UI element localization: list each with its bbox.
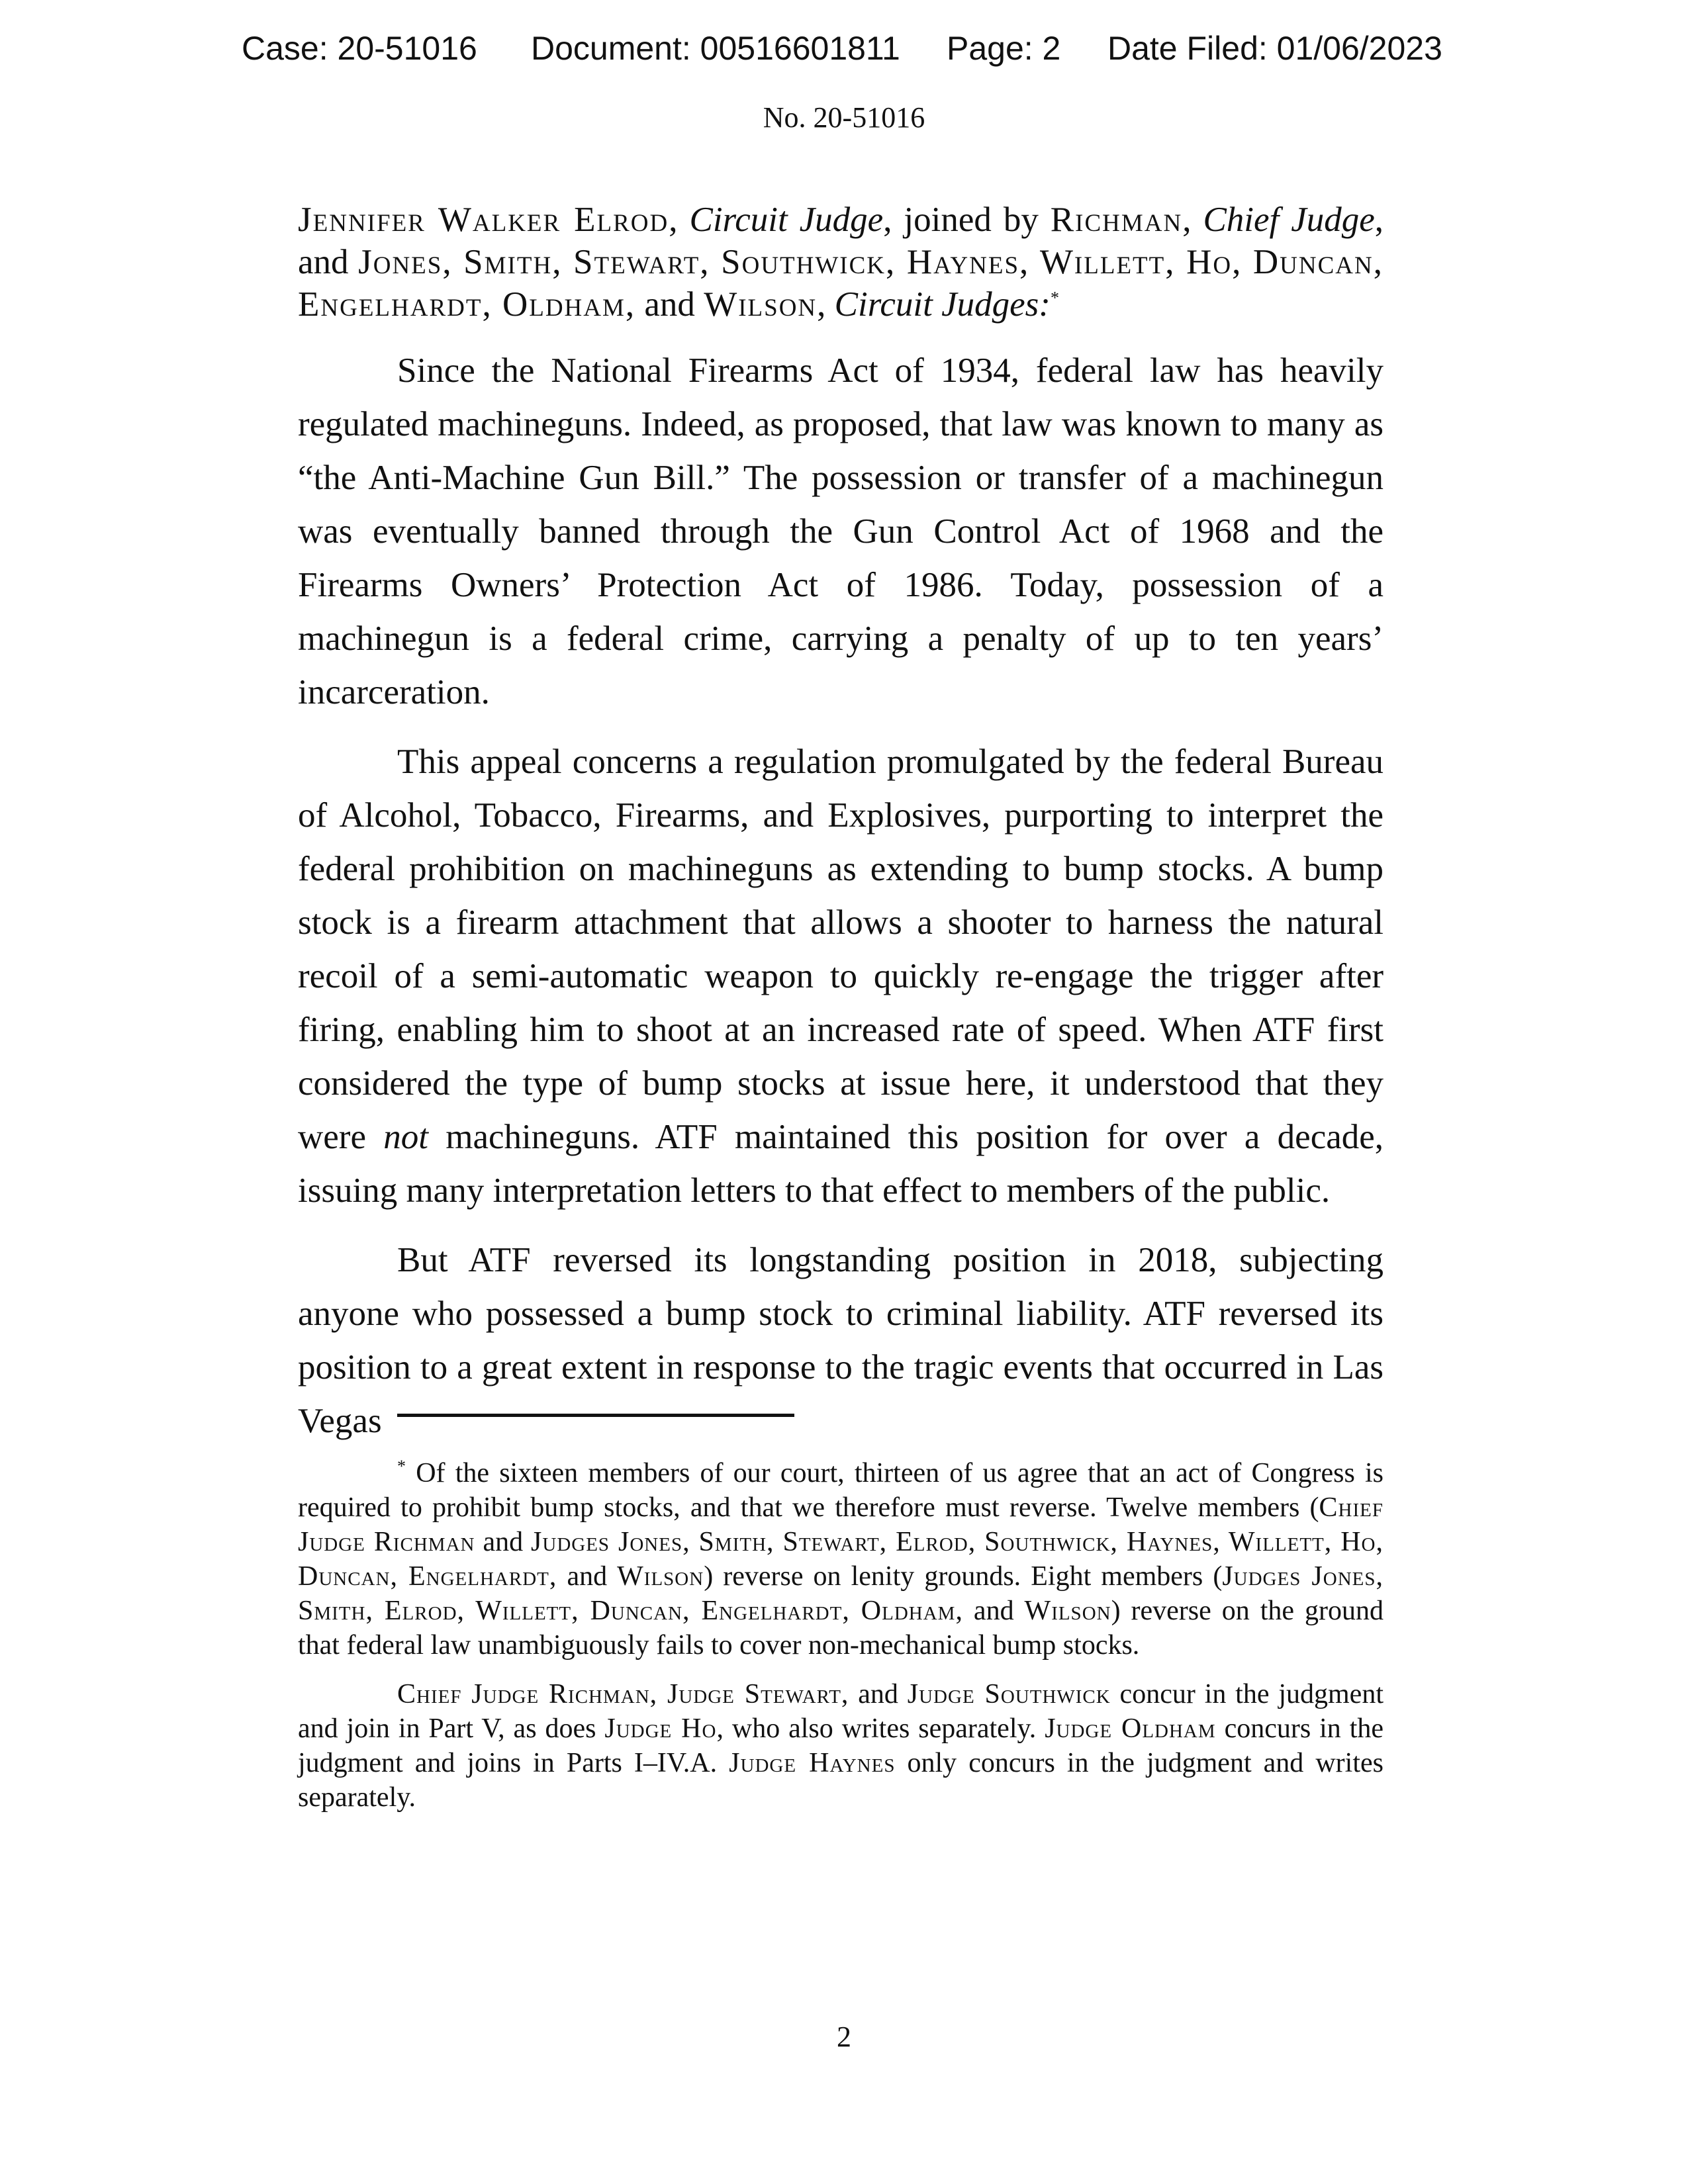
last-judge: Wilson xyxy=(704,285,818,324)
footnote-marker: * xyxy=(397,1457,406,1476)
footnotes xyxy=(298,1456,1383,1815)
footnote-divider xyxy=(397,1414,794,1417)
emphasis: not xyxy=(383,1118,428,1156)
footnote: Chief Judge Richman, Judge Stewart, and Judge Southwick concur in the judgment and join in Part V, as does Judge Ho, who also writes separately. Judge Oldham concurs in the judgment and joins in Parts I–IV.A. Judge Haynes only concurs in the judgment and writes separately. xyxy=(298,1679,1384,1813)
page-number: 2 xyxy=(837,2021,851,2053)
opinion-caption: Jennifer Walker Elrod, Circuit Judge, joined by Richman, Chief Judge, and Jones, Smith, Stewart, Southwick, Haynes, Willett, Ho, Duncan, Engelhardt, Oldham, and Wilson, Circuit Judges:* xyxy=(298,201,1384,324)
footnote: * Of the sixteen members of our court, thirteen of us agree that an act of Congress is required to prohibit bump stocks, and that we therefore must reverse. Twelve members (Chief Judge Richman and Judges Jones, Smith, Stewart, Elrod, Southwick, Haynes, Willett, Ho, Duncan, Engelhardt, and Wilson) reverse on lenity grounds. Eight members (Judges Jones, Smith, Elrod, Willett, Duncan, Engelhardt, Oldham, and Wilson) reverse on the ground that federal law unambiguously fails to cover non-mechanical bump stocks. xyxy=(298,1457,1383,1661)
caption-text: , and xyxy=(298,201,1384,281)
judges-title: Circuit Judges xyxy=(834,285,1039,324)
chief-judge-title: Chief Judge xyxy=(1203,201,1375,239)
author-title: Circuit Judge xyxy=(689,201,884,239)
paragraph: This appeal concerns a regulation promulgated by the federal Bureau of Alcohol, Tobacco, Firearms, and Explosives, purporting to interpret the federal prohibition on machineguns as extending to bump stocks. A bump stock is a firearm attachment that allows a shooter to harness the natural recoil of a semi-automatic weapon to quickly re-engage the trigger after firing, enabling him to shoot at an increased rate of speed. When ATF first considered the type of bump stocks at issue here, it understood that they were not machineguns. ATF maintained this position for over a decade, issuing many interpretation letters to that effect to members of the public. xyxy=(298,743,1384,1210)
document-number: Document: 00516601811 xyxy=(531,30,900,67)
docket-number: No. 20-51016 xyxy=(763,101,925,134)
paragraph: Since the National Firearms Act of 1934, federal law has heavily regulated machineguns. Indeed, as proposed, that law was known to many as “the Anti-Machine Gun Bill.” The possession or transfer of a machinegun was eventually banned through the Gun Control Act of 1968 and the Firearms Owners’ Protection Act of 1986. Today, possession of a machinegun is a federal crime, carrying a penalty of up to ten years’ incarceration. xyxy=(298,351,1383,711)
filing-header xyxy=(242,25,1446,71)
caption-text: , joined by xyxy=(883,201,1051,239)
case-number: Case: 20-51016 xyxy=(242,30,477,67)
joining-judges: Jones, Smith, Stewart, Southwick, Haynes, Willett, Ho, Duncan, Engelhardt, Oldham, xyxy=(298,243,1383,324)
opinion-body xyxy=(298,199,1383,1448)
date-filed: Date Filed: 01/06/2023 xyxy=(1107,30,1442,67)
page-label: Page: 2 xyxy=(947,30,1061,67)
author-name: Jennifer Walker Elrod xyxy=(298,201,669,239)
paragraph: But ATF reversed its longstanding position in 2018, subjecting anyone who possessed a bump stock to criminal liability. ATF reversed its position to a great extent in response to the tragic events that occurred in Las Vegas xyxy=(298,1241,1383,1440)
caption-text: and xyxy=(635,285,704,324)
chief-judge-name: Richman xyxy=(1050,201,1183,239)
footnote-ref[interactable]: * xyxy=(1050,288,1059,308)
